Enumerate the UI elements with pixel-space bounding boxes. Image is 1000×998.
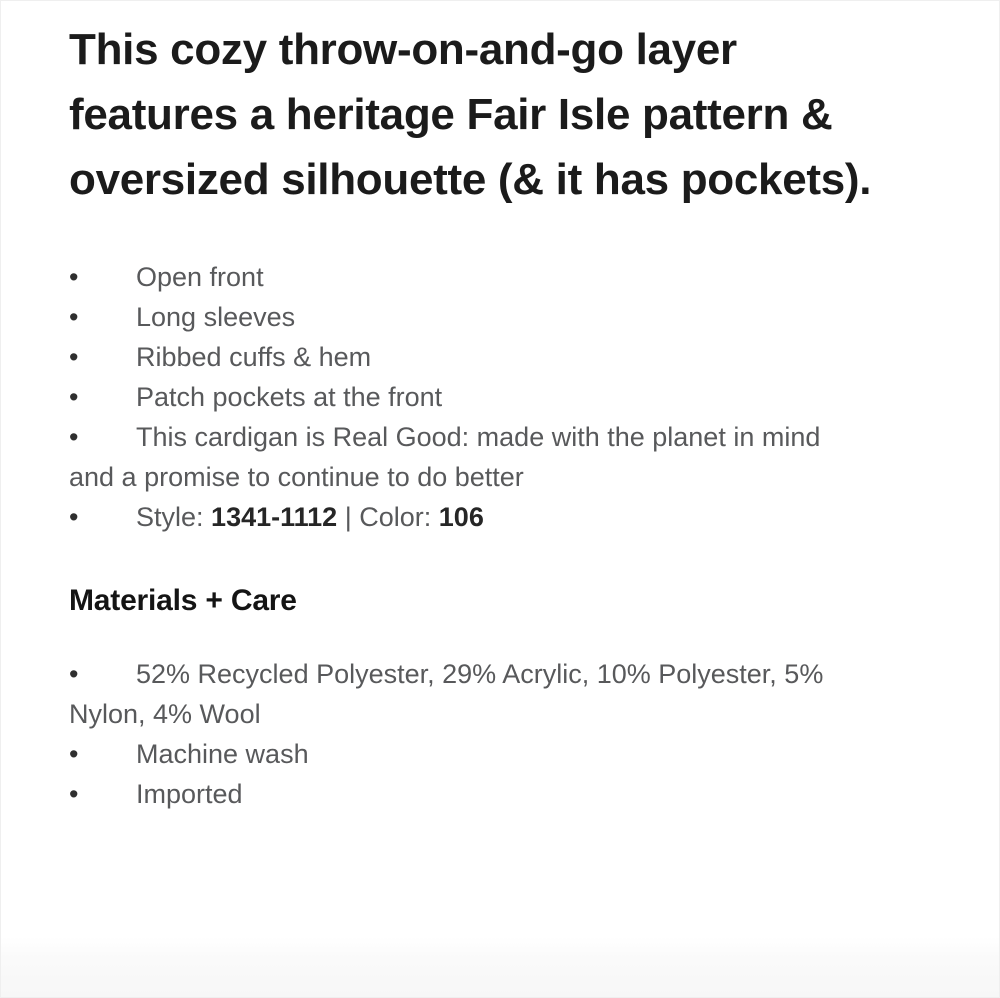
list-item [69,417,859,497]
list-item [69,377,859,417]
bullet-icon: • [69,302,79,332]
bullet-icon: • [69,779,79,809]
style-color-separator: | [344,502,352,532]
list-item [69,337,859,377]
style-label: Style: [136,502,204,532]
list-item-text: Machine wash [136,739,309,769]
list-item [69,734,859,774]
color-value: 106 [438,502,484,532]
headline-line-2: features a heritage Fair Isle pattern & [69,90,833,139]
bullet-icon: • [69,659,79,689]
headline-line-1: This cozy throw-on-and-go layer [69,25,737,74]
list-item-text: 52% Recycled Polyester, 29% Acrylic, 10% Polyester, 5% Nylon, 4% Wool [69,659,824,729]
list-item-text: Ribbed cuffs & hem [136,342,372,372]
list-item [69,257,859,297]
bullet-icon: • [69,342,79,372]
list-item-text: Imported [136,779,243,809]
bullet-icon: • [69,739,79,769]
bullet-icon: • [69,502,79,532]
product-description-content [1,1,999,814]
product-description-headline [69,17,931,212]
features-list [69,257,931,497]
list-item-text: Long sleeves [136,302,296,332]
materials-care-list [69,654,931,814]
style-row [69,497,931,537]
list-item [69,774,859,814]
list-item [69,297,859,337]
list-item-text: Patch pockets at the front [136,382,443,412]
list-item-text: Open front [136,262,264,292]
bullet-icon: • [69,262,79,292]
bullet-icon: • [69,382,79,412]
color-label: Color: [359,502,432,532]
footer-strip [1,937,999,997]
style-value: 1341-1112 [211,502,338,532]
list-item-text: This cardigan is Real Good: made with the planet in mind and a promise to continue to do better [69,422,821,492]
list-item [69,654,859,734]
bullet-icon: • [69,422,79,452]
materials-care-heading: Materials + Care [69,584,297,617]
headline-line-3: oversized silhouette (& it has pockets). [69,155,872,204]
